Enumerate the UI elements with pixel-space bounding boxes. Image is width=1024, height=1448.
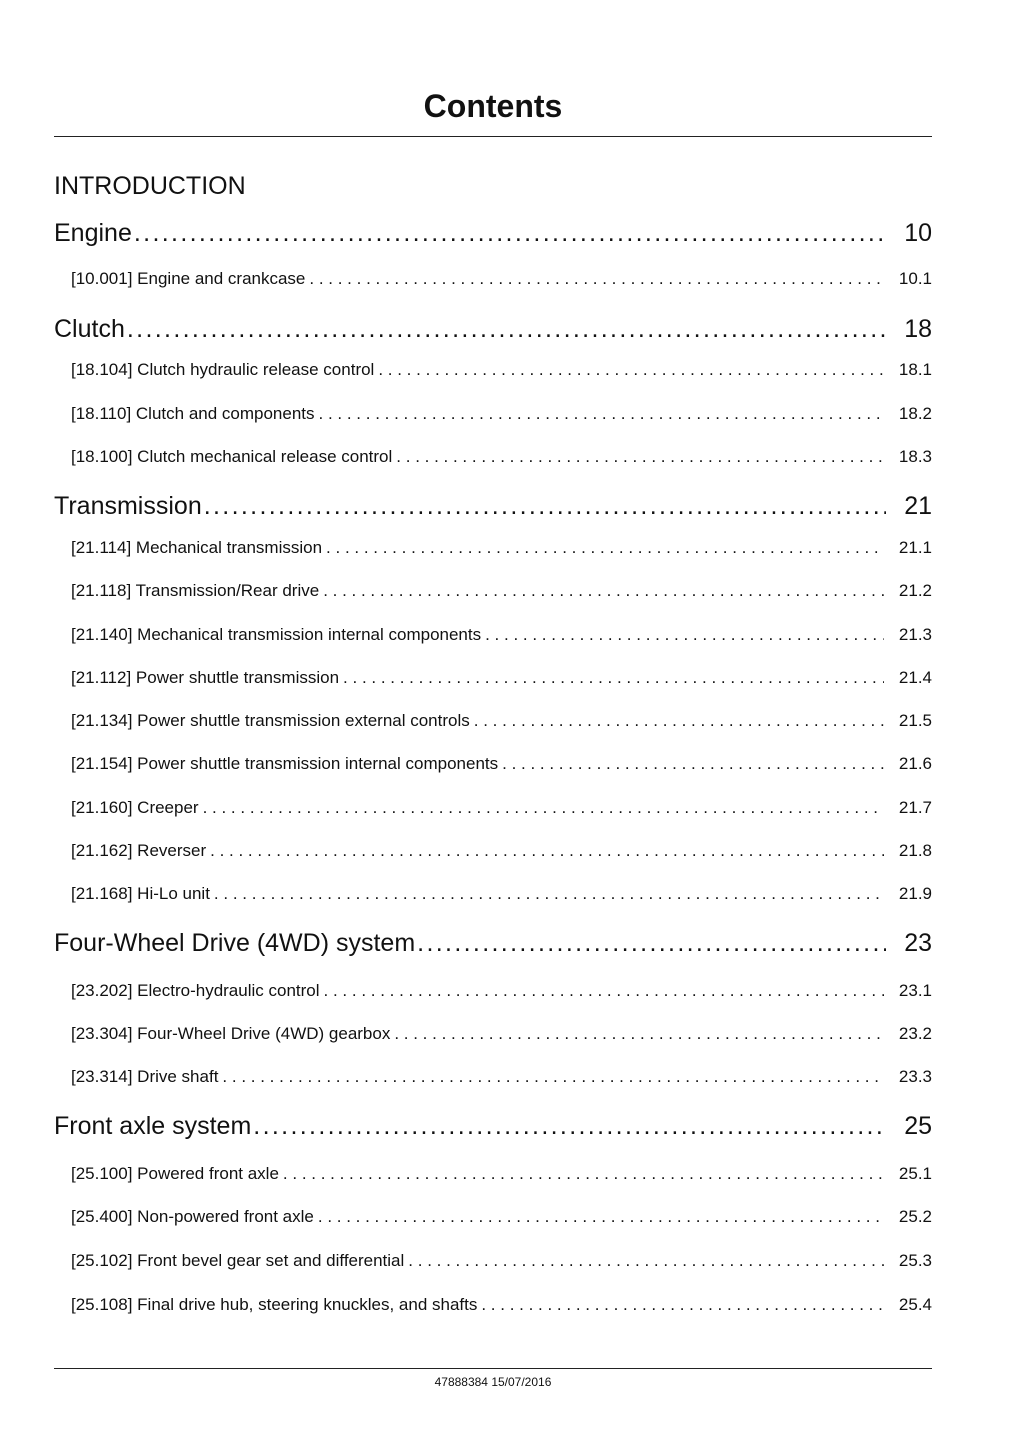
toc-label: Front axle system [54, 1112, 252, 1140]
toc-entry[interactable] [71, 537, 932, 559]
dot-leader [324, 980, 884, 1002]
toc-label: [25.100] Powered front axle [71, 1164, 279, 1183]
toc-page: 21.7 [898, 798, 932, 817]
dot-leader [394, 1023, 884, 1045]
toc-entry[interactable] [71, 268, 932, 290]
toc-label: [21.134] Power shuttle transmission external controls [71, 711, 470, 730]
intro-heading[interactable]: INTRODUCTION [54, 172, 246, 200]
toc-section-front-axle[interactable] [54, 1110, 932, 1142]
toc-entry[interactable] [71, 797, 932, 819]
toc-entry[interactable] [71, 1023, 932, 1045]
toc-label: [23.202] Electro-hydraulic control [71, 981, 320, 1000]
bottom-divider [54, 1368, 932, 1369]
toc-page: 25.1 [898, 1164, 932, 1183]
toc-entry[interactable] [71, 1294, 932, 1316]
toc-label: [21.118] Transmission/Rear drive [71, 581, 320, 600]
toc-label: [21.112] Power shuttle transmission [71, 668, 340, 687]
dot-leader [309, 268, 884, 290]
toc-entry[interactable] [71, 710, 932, 732]
dot-leader [222, 1066, 884, 1088]
toc-label: [18.104] Clutch hydraulic release control [71, 360, 375, 379]
toc-page: 25.4 [898, 1295, 932, 1314]
toc-entry[interactable] [71, 580, 932, 602]
toc-label: [21.162] Reverser [71, 841, 207, 860]
toc-label: [21.168] Hi-Lo unit [71, 884, 210, 903]
dot-leader [326, 537, 884, 559]
page-title: Contents [423, 88, 563, 124]
toc-page: 18 [904, 315, 932, 343]
dot-leader [408, 1250, 884, 1272]
toc-label: [21.154] Power shuttle transmission internal components [71, 754, 499, 773]
toc-page: 21 [904, 492, 932, 520]
toc-section-engine[interactable] [54, 217, 932, 249]
dot-leader [203, 797, 884, 819]
toc-section-transmission[interactable] [54, 490, 932, 522]
dot-leader [396, 446, 884, 468]
toc-entry[interactable] [71, 980, 932, 1002]
toc-entry[interactable] [71, 1163, 932, 1185]
dot-leader [502, 753, 884, 775]
top-divider [54, 136, 932, 137]
toc-label: Engine [54, 219, 132, 247]
toc-entry[interactable] [71, 883, 932, 905]
dot-leader [283, 1163, 884, 1185]
toc-page: 21.9 [898, 884, 932, 903]
toc-page: 21.1 [898, 538, 932, 557]
toc-page: 23 [904, 929, 932, 957]
toc-label: Transmission [54, 492, 202, 520]
toc-page: 23.3 [898, 1067, 932, 1086]
toc-page: 25 [904, 1112, 932, 1140]
footer-doc-id: 47888384 15/07/2016 [434, 1375, 552, 1389]
toc-label: [23.304] Four-Wheel Drive (4WD) gearbox [71, 1024, 391, 1043]
dot-leader [474, 710, 884, 732]
toc-label: [21.160] Creeper [71, 798, 199, 817]
toc-entry[interactable] [71, 446, 932, 468]
toc-page: 23.1 [898, 981, 932, 1000]
toc-entry[interactable] [71, 624, 932, 646]
toc-entry[interactable] [71, 1206, 932, 1228]
toc-label: [23.314] Drive shaft [71, 1067, 219, 1086]
toc-page: 10.1 [898, 269, 932, 288]
toc-section-4wd[interactable] [54, 927, 932, 959]
dot-leader [343, 667, 884, 689]
dot-leader [481, 1294, 884, 1316]
toc-page: 21.8 [898, 841, 932, 860]
toc-page: 21.3 [898, 625, 932, 644]
toc-page: 10 [904, 219, 932, 247]
toc-entry[interactable] [71, 753, 932, 775]
toc-label: Four-Wheel Drive (4WD) system [54, 929, 416, 957]
dot-leader [214, 883, 884, 905]
dot-leader [417, 927, 886, 959]
toc-entry[interactable] [71, 667, 932, 689]
toc-page: 21.5 [898, 711, 932, 730]
dot-leader [319, 403, 884, 425]
toc-label: [25.102] Front bevel gear set and differential [71, 1251, 405, 1270]
toc-entry[interactable] [71, 403, 932, 425]
dot-leader [318, 1206, 884, 1228]
toc-page: 23.2 [898, 1024, 932, 1043]
toc-page: 25.2 [898, 1207, 932, 1226]
dot-leader [127, 313, 886, 345]
toc-page: 21.2 [898, 581, 932, 600]
dot-leader [378, 359, 884, 381]
toc-label: Clutch [54, 315, 125, 343]
toc-page: 18.3 [898, 447, 932, 466]
toc-entry[interactable] [71, 840, 932, 862]
toc-page: 21.6 [898, 754, 932, 773]
dot-leader [204, 490, 886, 522]
dot-leader [485, 624, 884, 646]
dot-leader [210, 840, 884, 862]
toc-label: [25.400] Non-powered front axle [71, 1207, 314, 1226]
toc-label: [10.001] Engine and crankcase [71, 269, 306, 288]
toc-label: [21.114] Mechanical transmission [71, 538, 323, 557]
toc-page: 25.3 [898, 1251, 932, 1270]
toc-page: 18.1 [898, 360, 932, 379]
toc-page: 21.4 [898, 668, 932, 687]
dot-leader [323, 580, 884, 602]
toc-label: [18.100] Clutch mechanical release control [71, 447, 393, 466]
toc-label: [21.140] Mechanical transmission internal components [71, 625, 482, 644]
toc-label: [18.110] Clutch and components [71, 404, 315, 423]
toc-entry[interactable] [71, 359, 932, 381]
toc-section-clutch[interactable] [54, 313, 932, 345]
toc-entry[interactable] [71, 1250, 932, 1272]
dot-leader [253, 1110, 886, 1142]
toc-label: [25.108] Final drive hub, steering knuckles, and shafts [71, 1295, 478, 1314]
toc-page: 18.2 [898, 404, 932, 423]
toc-entry[interactable] [71, 1066, 932, 1088]
dot-leader [134, 217, 886, 249]
